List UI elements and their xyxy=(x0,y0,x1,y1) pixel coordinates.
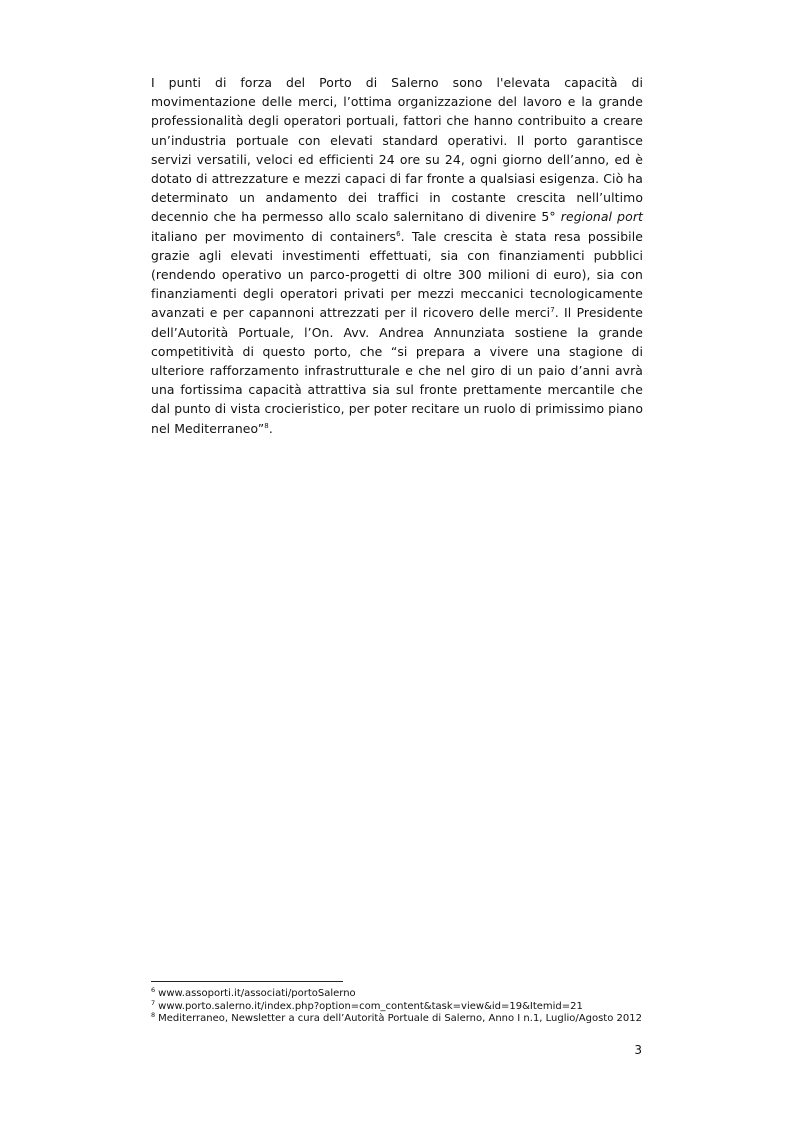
footnote-ref-7: 7 xyxy=(550,306,555,315)
paragraph-text: . Il Presidente dell’Autorità Portuale, l’On. Avv. Andrea Annunziata sostiene la grande competitività di questo porto, che “si prepara a vivere una stagione di ulteriore rafforzamento infrastrutturale e che nel giro di un paio d’anni avrà una fortissima capacità attrattiva sia sul fronte prettamente mercantile che dal punto di vista crocieristico, per poter recitare un ruolo di primissimo piano nel Mediterraneo” xyxy=(151,305,643,436)
footnote-divider xyxy=(151,981,343,982)
page-number: 3 xyxy=(634,1043,642,1057)
footnote-number: 7 xyxy=(151,998,156,1007)
footnote-ref-8: 8 xyxy=(264,421,269,430)
body-paragraph xyxy=(151,73,643,438)
footnote-number: 8 xyxy=(151,1011,156,1020)
paragraph-text: . Tale crescita è stata resa possibile grazie agli elevati investimenti effettuati, sia con finanziamenti pubblici (rendendo operativo un parco-progetti di oltre 300 milioni di euro), sia con finanziamenti degli operatori privati per mezzi meccanici tecnologicamente avanzati e per capannoni attrezzati per il ricovero delle merci xyxy=(151,228,643,321)
footnote-link[interactable]: www.assoporti.it/associati/portoSalerno xyxy=(158,988,356,999)
footnote-7 xyxy=(151,998,643,1014)
footnote-8 xyxy=(151,1013,643,1026)
paragraph-text: . xyxy=(268,420,273,436)
footnotes xyxy=(151,988,643,1026)
footnote-number: 6 xyxy=(151,986,156,994)
footnote-text: Mediterraneo, Newsletter a cura dell’Autorità Portuale di Salerno, Anno I n.1, Luglio/Agosto 2012 xyxy=(158,1013,642,1025)
italic-term: regional port xyxy=(560,209,643,225)
footnote-link[interactable]: www.porto.salerno.it/index.php?option=com_content&task=view&id=19&Itemid=21 xyxy=(158,1000,583,1012)
paragraph-text: italiano per movimento di containers xyxy=(151,228,397,244)
footnote-ref-6: 6 xyxy=(396,229,401,238)
paragraph-text: I punti di forza del Porto di Salerno sono l'elevata capacità di movimentazione delle merci, l’ottima organizzazione del lavoro e la grande professionalità degli operatori portuali, fattori che hanno contribuito a creare un’industria portuale con elevati standard operativi. Il porto garantisce servizi versatili, veloci ed efficienti 24 ore su 24, ogni giorno dell’anno, ed è dotato di attrezzature e mezzi capaci di far fronte a qualsiasi esigenza. Ciò ha determinato un andamento dei traffici in costante crescita nell’ultimo decennio che ha permesso allo scalo salernitano di divenire 5° xyxy=(151,75,643,225)
footnote-6 xyxy=(151,988,643,1001)
